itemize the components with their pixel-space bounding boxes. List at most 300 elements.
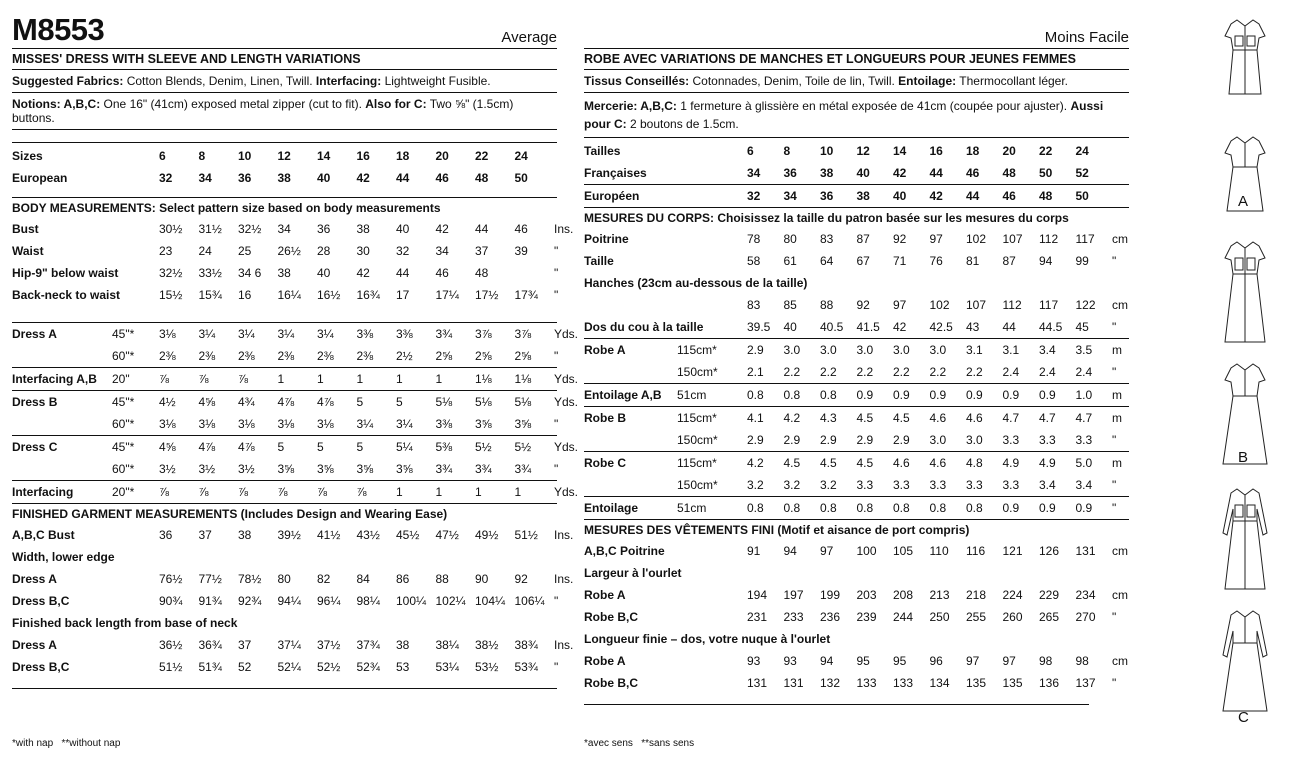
size-value: 102: [929, 298, 950, 312]
en-fabrics: Suggested Fabrics: Cotton Blends, Denim, Linen, Twill. Interfacing: Lightweight Fusible.: [12, 70, 557, 93]
finished-row: [584, 628, 1129, 650]
size-value: 3.0: [929, 343, 947, 357]
size-value: 2⅝: [475, 349, 492, 363]
finished-row: [584, 606, 1129, 628]
dress-c-long-sleeve-illustration: [1205, 483, 1285, 605]
size-value: 3¾: [435, 327, 453, 341]
row-label: Longueur finie – dos, votre nuque à l'ourlet: [584, 632, 831, 646]
size-value: 2.1: [747, 365, 764, 379]
unit: ": [554, 266, 559, 280]
size-value: 100: [856, 544, 877, 558]
size-value: 40: [396, 222, 410, 236]
fr-body-title: MESURES DU CORPS: Choisissez la taille du patron basée sur les mesures du corps: [584, 207, 1129, 228]
size-value: 94: [783, 544, 797, 558]
size-value: 4⅞: [238, 436, 278, 459]
dress-a-illustration: [1205, 131, 1285, 236]
size-value: 38: [857, 185, 894, 208]
row-label: Entoilage A,B: [584, 384, 677, 407]
size-value: 4.5: [857, 452, 894, 475]
size-value: 92¾: [238, 594, 262, 608]
row-label: Dress C: [12, 436, 112, 459]
size-value: 12: [856, 144, 870, 158]
size-value: 46: [435, 171, 449, 185]
row-label: Hip-9" below waist: [12, 266, 119, 280]
size-value: 107: [966, 298, 987, 312]
unit: [554, 145, 557, 167]
size-value: 3⅝: [396, 462, 413, 476]
unit: Ins.: [554, 528, 574, 542]
en-finished-title: FINISHED GARMENT MEASUREMENTS (Includes Design and Wearing Ease): [12, 503, 557, 524]
finished-row: [12, 546, 557, 568]
size-value: 33½: [198, 266, 222, 280]
en-notions: Notions: A,B,C: One 16" (41cm) exposed metal zipper (cut to fit). Also for C: Two ⅝" (1.5cm) buttons.: [12, 93, 557, 130]
size-value: 8: [783, 144, 791, 158]
size-value: 36½: [159, 638, 183, 652]
size-value: 97: [929, 232, 943, 246]
size-value: 99: [1075, 254, 1089, 268]
unit: ": [1112, 433, 1117, 447]
size-value: 34 6: [238, 266, 262, 280]
size-value: 15½: [159, 288, 183, 302]
size-value: 117: [1039, 298, 1059, 312]
row-label: A,B,C Bust: [12, 528, 75, 542]
size-value: [515, 262, 559, 284]
size-value: 46: [514, 222, 528, 236]
size-value: 97: [893, 298, 907, 312]
row-label: Dress A: [12, 327, 57, 341]
size-value: 106¼: [514, 594, 545, 608]
size-value: 116: [966, 544, 986, 558]
en-header: [12, 10, 557, 49]
figure-label-a: A: [1238, 193, 1249, 210]
size-value: 53¼: [435, 660, 459, 674]
yardage-row: [584, 361, 1129, 384]
size-value: 2.9: [893, 433, 910, 447]
size-value: 122: [1075, 298, 1096, 312]
size-value: 44: [475, 222, 489, 236]
size-value: 32½: [159, 266, 183, 280]
size-value: 5¼: [396, 436, 436, 459]
unit: Yds.: [554, 436, 557, 459]
en-body-title: BODY MEASUREMENTS: Select pattern size based on body measurements: [12, 201, 441, 215]
row-label: Robe A: [584, 343, 626, 357]
size-value: 39: [514, 244, 528, 258]
unit: ": [554, 417, 559, 431]
size-value: 25: [238, 244, 252, 258]
size-value: 270: [1075, 610, 1096, 624]
fr-yardage-table: [584, 338, 1129, 519]
size-value: ⅞: [238, 481, 278, 504]
size-value: 2.9: [747, 433, 764, 447]
size-value: 203: [856, 588, 877, 602]
size-value: 3.2: [820, 478, 837, 492]
size-value: 3⅝: [356, 462, 374, 476]
size-value: 2.9: [856, 433, 874, 447]
body-row: [12, 262, 557, 284]
fabric-width: 150cm*: [677, 478, 718, 492]
size-value: 17¼: [435, 288, 459, 302]
size-value: 40: [893, 185, 930, 208]
size-value: 229: [1039, 588, 1060, 602]
row-label: Finished back length from base of neck: [12, 616, 238, 630]
size-value: 43: [966, 320, 980, 334]
size-value: 3½: [159, 462, 176, 476]
size-value: 3.0: [820, 343, 837, 357]
unit: Ins.: [554, 222, 574, 236]
size-value: 36: [317, 222, 331, 236]
size-value: 1.0: [1076, 384, 1113, 407]
size-value: 80: [783, 232, 797, 246]
size-value: 0.9: [1039, 384, 1076, 407]
row-label: Robe B,C: [584, 676, 638, 690]
size-value: 4.8: [966, 452, 1003, 475]
size-value: 5⅛: [475, 391, 515, 414]
size-value: 14: [317, 149, 331, 163]
size-value: 3¼: [356, 417, 374, 431]
yardage-row: [12, 391, 557, 414]
size-value: 95: [893, 654, 907, 668]
size-value: 4⅞: [199, 436, 239, 459]
size-value: 137: [1075, 676, 1096, 690]
size-value: 104¼: [475, 594, 506, 608]
size-value: 234: [1075, 588, 1096, 602]
size-value: ⅞: [357, 481, 397, 504]
size-value: 38: [277, 266, 291, 280]
size-value: 90¾: [159, 594, 183, 608]
size-value: 112: [1039, 232, 1059, 246]
fabric-width: 115cm*: [677, 407, 747, 430]
size-row: [584, 140, 1129, 162]
size-value: 4.3: [820, 407, 857, 430]
size-row: [584, 185, 1129, 208]
size-value: 6: [747, 144, 754, 158]
size-value: 3⅝: [277, 462, 295, 476]
size-value: 24: [1075, 144, 1089, 158]
row-label: Width, lower edge: [12, 550, 115, 564]
size-value: 3.3: [856, 478, 874, 492]
size-value: 4.9: [1003, 452, 1040, 475]
body-row: [12, 240, 557, 262]
unit: ": [1112, 610, 1117, 624]
size-row: [12, 145, 557, 167]
size-value: 4.6: [930, 452, 967, 475]
french-column: [584, 10, 1129, 705]
size-value: 4⅞: [278, 391, 318, 414]
size-value: 4.6: [893, 452, 930, 475]
unit: ": [554, 660, 559, 674]
body-row: [584, 228, 1129, 250]
yardage-row: [584, 339, 1129, 362]
size-value: 3¼: [238, 327, 255, 341]
size-value: 4.5: [784, 452, 821, 475]
size-value: 17½: [475, 288, 499, 302]
row-label: Largeur à l'ourlet: [584, 566, 682, 580]
size-value: 42: [930, 185, 967, 208]
size-value: 97: [1002, 654, 1016, 668]
size-value: 38¾: [514, 638, 538, 652]
size-value: 3.3: [1002, 433, 1020, 447]
row-label: Dress B: [12, 391, 112, 414]
finished-row: [12, 590, 557, 612]
yardage-row: [12, 481, 557, 504]
size-value: 42: [893, 320, 907, 334]
finished-row: [12, 656, 557, 678]
size-value: 2⅜: [277, 349, 295, 363]
size-value: 92: [856, 298, 870, 312]
yardage-row: [12, 458, 557, 481]
size-value: 224: [1002, 588, 1023, 602]
size-value: 39½: [277, 528, 301, 542]
size-value: 107: [1002, 232, 1023, 246]
size-value: 36¾: [198, 638, 222, 652]
row-label: Robe A: [584, 654, 626, 668]
size-value: 4.2: [784, 407, 821, 430]
size-value: 52½: [317, 660, 341, 674]
size-value: 44: [396, 171, 410, 185]
size-value: 17¾: [514, 288, 538, 302]
size-value: 48: [475, 171, 489, 185]
fr-header: [584, 10, 1129, 49]
body-row: [12, 218, 557, 240]
row-label: Françaises: [584, 166, 647, 180]
size-value: 4.7: [1076, 407, 1113, 430]
size-value: 44: [1002, 320, 1016, 334]
unit: ": [554, 462, 559, 476]
size-value: 43½: [356, 528, 380, 542]
fr-body-table: [584, 228, 1129, 338]
size-value: 3.3: [1075, 433, 1093, 447]
size-value: 3⅛: [277, 417, 295, 431]
size-value: 38: [820, 166, 834, 180]
size-value: 3.3: [929, 478, 947, 492]
fabric-width: 51cm: [677, 497, 747, 520]
size-value: 58: [747, 254, 761, 268]
size-value: 239: [856, 610, 877, 624]
body-row: [584, 272, 1129, 294]
size-value: 96: [929, 654, 943, 668]
size-value: 3⅜: [435, 417, 453, 431]
size-value: 34: [435, 244, 449, 258]
size-value: 87: [1002, 254, 1016, 268]
size-value: 3⅝: [317, 462, 334, 476]
size-value: 244: [893, 610, 914, 624]
unit: Ins.: [554, 572, 574, 586]
finished-row: [12, 568, 557, 590]
size-value: 3¼: [277, 327, 295, 341]
size-value: 2⅝: [435, 349, 453, 363]
size-value: 5⅛: [515, 391, 555, 414]
row-label: Back-neck to waist: [12, 288, 121, 302]
size-value: 37: [475, 244, 489, 258]
row-label: Sizes: [12, 149, 43, 163]
size-value: 38¼: [435, 638, 459, 652]
yardage-row: [584, 407, 1129, 430]
size-value: 5⅜: [436, 436, 476, 459]
size-value: 4⅝: [199, 391, 239, 414]
size-value: 3.0: [783, 343, 801, 357]
size-value: 40: [317, 171, 331, 185]
size-value: 0.8: [820, 384, 857, 407]
size-value: 4.7: [1039, 407, 1076, 430]
size-value: 136: [1039, 676, 1060, 690]
finished-row: [584, 562, 1129, 584]
size-value: 231: [747, 610, 768, 624]
size-value: 3.0: [929, 433, 947, 447]
fabric-width: 20"*: [112, 481, 159, 504]
size-value: 5.0: [1076, 452, 1113, 475]
size-value: 2.4: [1075, 365, 1093, 379]
finished-row: [584, 650, 1129, 672]
unit: [554, 167, 557, 189]
size-value: 42.5: [929, 320, 953, 334]
size-value: 93: [783, 654, 797, 668]
size-value: 213: [929, 588, 950, 602]
size-value: 0.8: [966, 497, 1003, 520]
size-value: 22: [475, 149, 489, 163]
size-value: 51½: [514, 528, 538, 542]
unit: Yds.: [554, 327, 579, 341]
size-value: 0.8: [930, 497, 967, 520]
size-value: 98: [1075, 654, 1089, 668]
en-body-table: [12, 218, 574, 306]
size-value: 5: [396, 391, 436, 414]
unit: ": [1112, 254, 1117, 268]
size-value: 34: [784, 185, 821, 208]
unit: Yds.: [554, 481, 557, 504]
size-value: 41½: [317, 528, 341, 542]
size-value: 1: [436, 481, 476, 504]
row-label: Interfacing A,B: [12, 368, 112, 391]
size-value: 22: [1039, 144, 1053, 158]
size-value: 131: [1075, 544, 1096, 558]
size-value: 117: [1075, 232, 1095, 246]
size-value: 20: [1002, 144, 1016, 158]
size-value: 28: [317, 244, 331, 258]
row-label: European: [12, 171, 68, 185]
size-value: 102¼: [435, 594, 466, 608]
size-value: 97: [966, 654, 980, 668]
size-value: 1: [436, 368, 476, 391]
size-value: 51¾: [198, 660, 222, 674]
size-value: 1: [396, 481, 436, 504]
fr-title: ROBE AVEC VARIATIONS DE MANCHES ET LONGUEURS POUR JEUNES FEMMES: [584, 49, 1129, 70]
size-value: 52: [1075, 166, 1089, 180]
size-value: 0.8: [820, 497, 857, 520]
size-value: 88: [820, 298, 834, 312]
size-value: 86: [396, 572, 410, 586]
size-value: 5: [357, 391, 397, 414]
unit: Ins.: [554, 638, 574, 652]
size-value: 0.9: [1003, 384, 1040, 407]
size-value: 1: [317, 368, 357, 391]
size-value: 67: [856, 254, 870, 268]
size-value: 98: [1039, 654, 1053, 668]
unit: ": [554, 594, 559, 608]
size-value: 38: [238, 528, 252, 542]
size-value: 135: [966, 676, 987, 690]
row-label: Dress B,C: [12, 594, 70, 608]
size-value: 121: [1002, 544, 1023, 558]
row-label: Robe B: [584, 407, 677, 430]
size-value: 46: [435, 266, 449, 280]
size-value: 40: [317, 266, 331, 280]
size-value: 52¾: [356, 660, 380, 674]
size-value: ⅞: [238, 368, 278, 391]
size-value: 2⅜: [159, 349, 176, 363]
fr-notions: Mercerie: A,B,C: 1 fermeture à glissière en métal exposée de 41cm (coupée pour ajuster). Aussi pour C: 2 boutons de 1.5cm.: [584, 93, 1129, 138]
yardage-row: [584, 429, 1129, 452]
size-value: 71: [893, 254, 907, 268]
size-value: 85: [783, 298, 797, 312]
row-label: [584, 474, 677, 497]
size-value: 1: [357, 368, 397, 391]
size-value: 37: [238, 638, 252, 652]
size-value: 3.3: [1039, 433, 1056, 447]
size-value: 110: [929, 544, 949, 558]
size-value: 3⅝: [475, 417, 492, 431]
dress-c-illustration: [1205, 605, 1285, 723]
size-value: 12: [277, 149, 291, 163]
size-value: 0.8: [784, 497, 821, 520]
row-label: Robe A: [584, 588, 626, 602]
size-value: 4.7: [1003, 407, 1040, 430]
size-value: 5½: [475, 436, 515, 459]
size-value: 32: [159, 171, 173, 185]
row-label: Hanches (23cm au-dessous de la taille): [584, 276, 808, 290]
unit: ": [1112, 676, 1117, 690]
unit: cm: [1112, 588, 1128, 602]
finished-row: [584, 584, 1129, 606]
size-value: 30: [356, 244, 370, 258]
size-value: 16: [238, 288, 252, 302]
size-value: 1: [475, 481, 515, 504]
size-value: 199: [820, 588, 841, 602]
size-value: 40.5: [820, 320, 844, 334]
yardage-row: [584, 452, 1129, 475]
en-yardage-table: [12, 323, 579, 503]
size-value: 1: [515, 481, 555, 504]
size-value: 83: [820, 232, 834, 246]
size-value: 0.9: [857, 384, 894, 407]
unit: ": [554, 288, 559, 302]
size-value: 83: [747, 298, 761, 312]
fabric-width: 45"*: [112, 327, 135, 341]
size-value: 0.8: [893, 497, 930, 520]
size-value: 5: [357, 436, 397, 459]
body-row: [584, 250, 1129, 272]
size-value: 8: [198, 149, 206, 163]
finished-row: [584, 540, 1129, 562]
size-value: 53: [396, 660, 410, 674]
size-value: 218: [966, 588, 987, 602]
size-value: 255: [966, 610, 987, 624]
size-value: 92: [893, 232, 907, 246]
size-value: 3¾: [514, 462, 532, 476]
size-value: 3⅛: [238, 417, 255, 431]
size-value: 18: [396, 149, 410, 163]
size-value: ⅞: [199, 481, 239, 504]
size-value: 2⅜: [198, 349, 216, 363]
size-value: 45: [1075, 320, 1089, 334]
row-label: [12, 345, 112, 368]
en-sizes-table: [12, 145, 557, 189]
fr-footnotes: *avec sens **sans sens: [584, 738, 695, 749]
size-value: 2.2: [783, 365, 801, 379]
size-value: 3.2: [747, 478, 764, 492]
yardage-row: [584, 384, 1129, 407]
size-value: 97: [820, 544, 834, 558]
size-value: 92: [514, 572, 528, 586]
